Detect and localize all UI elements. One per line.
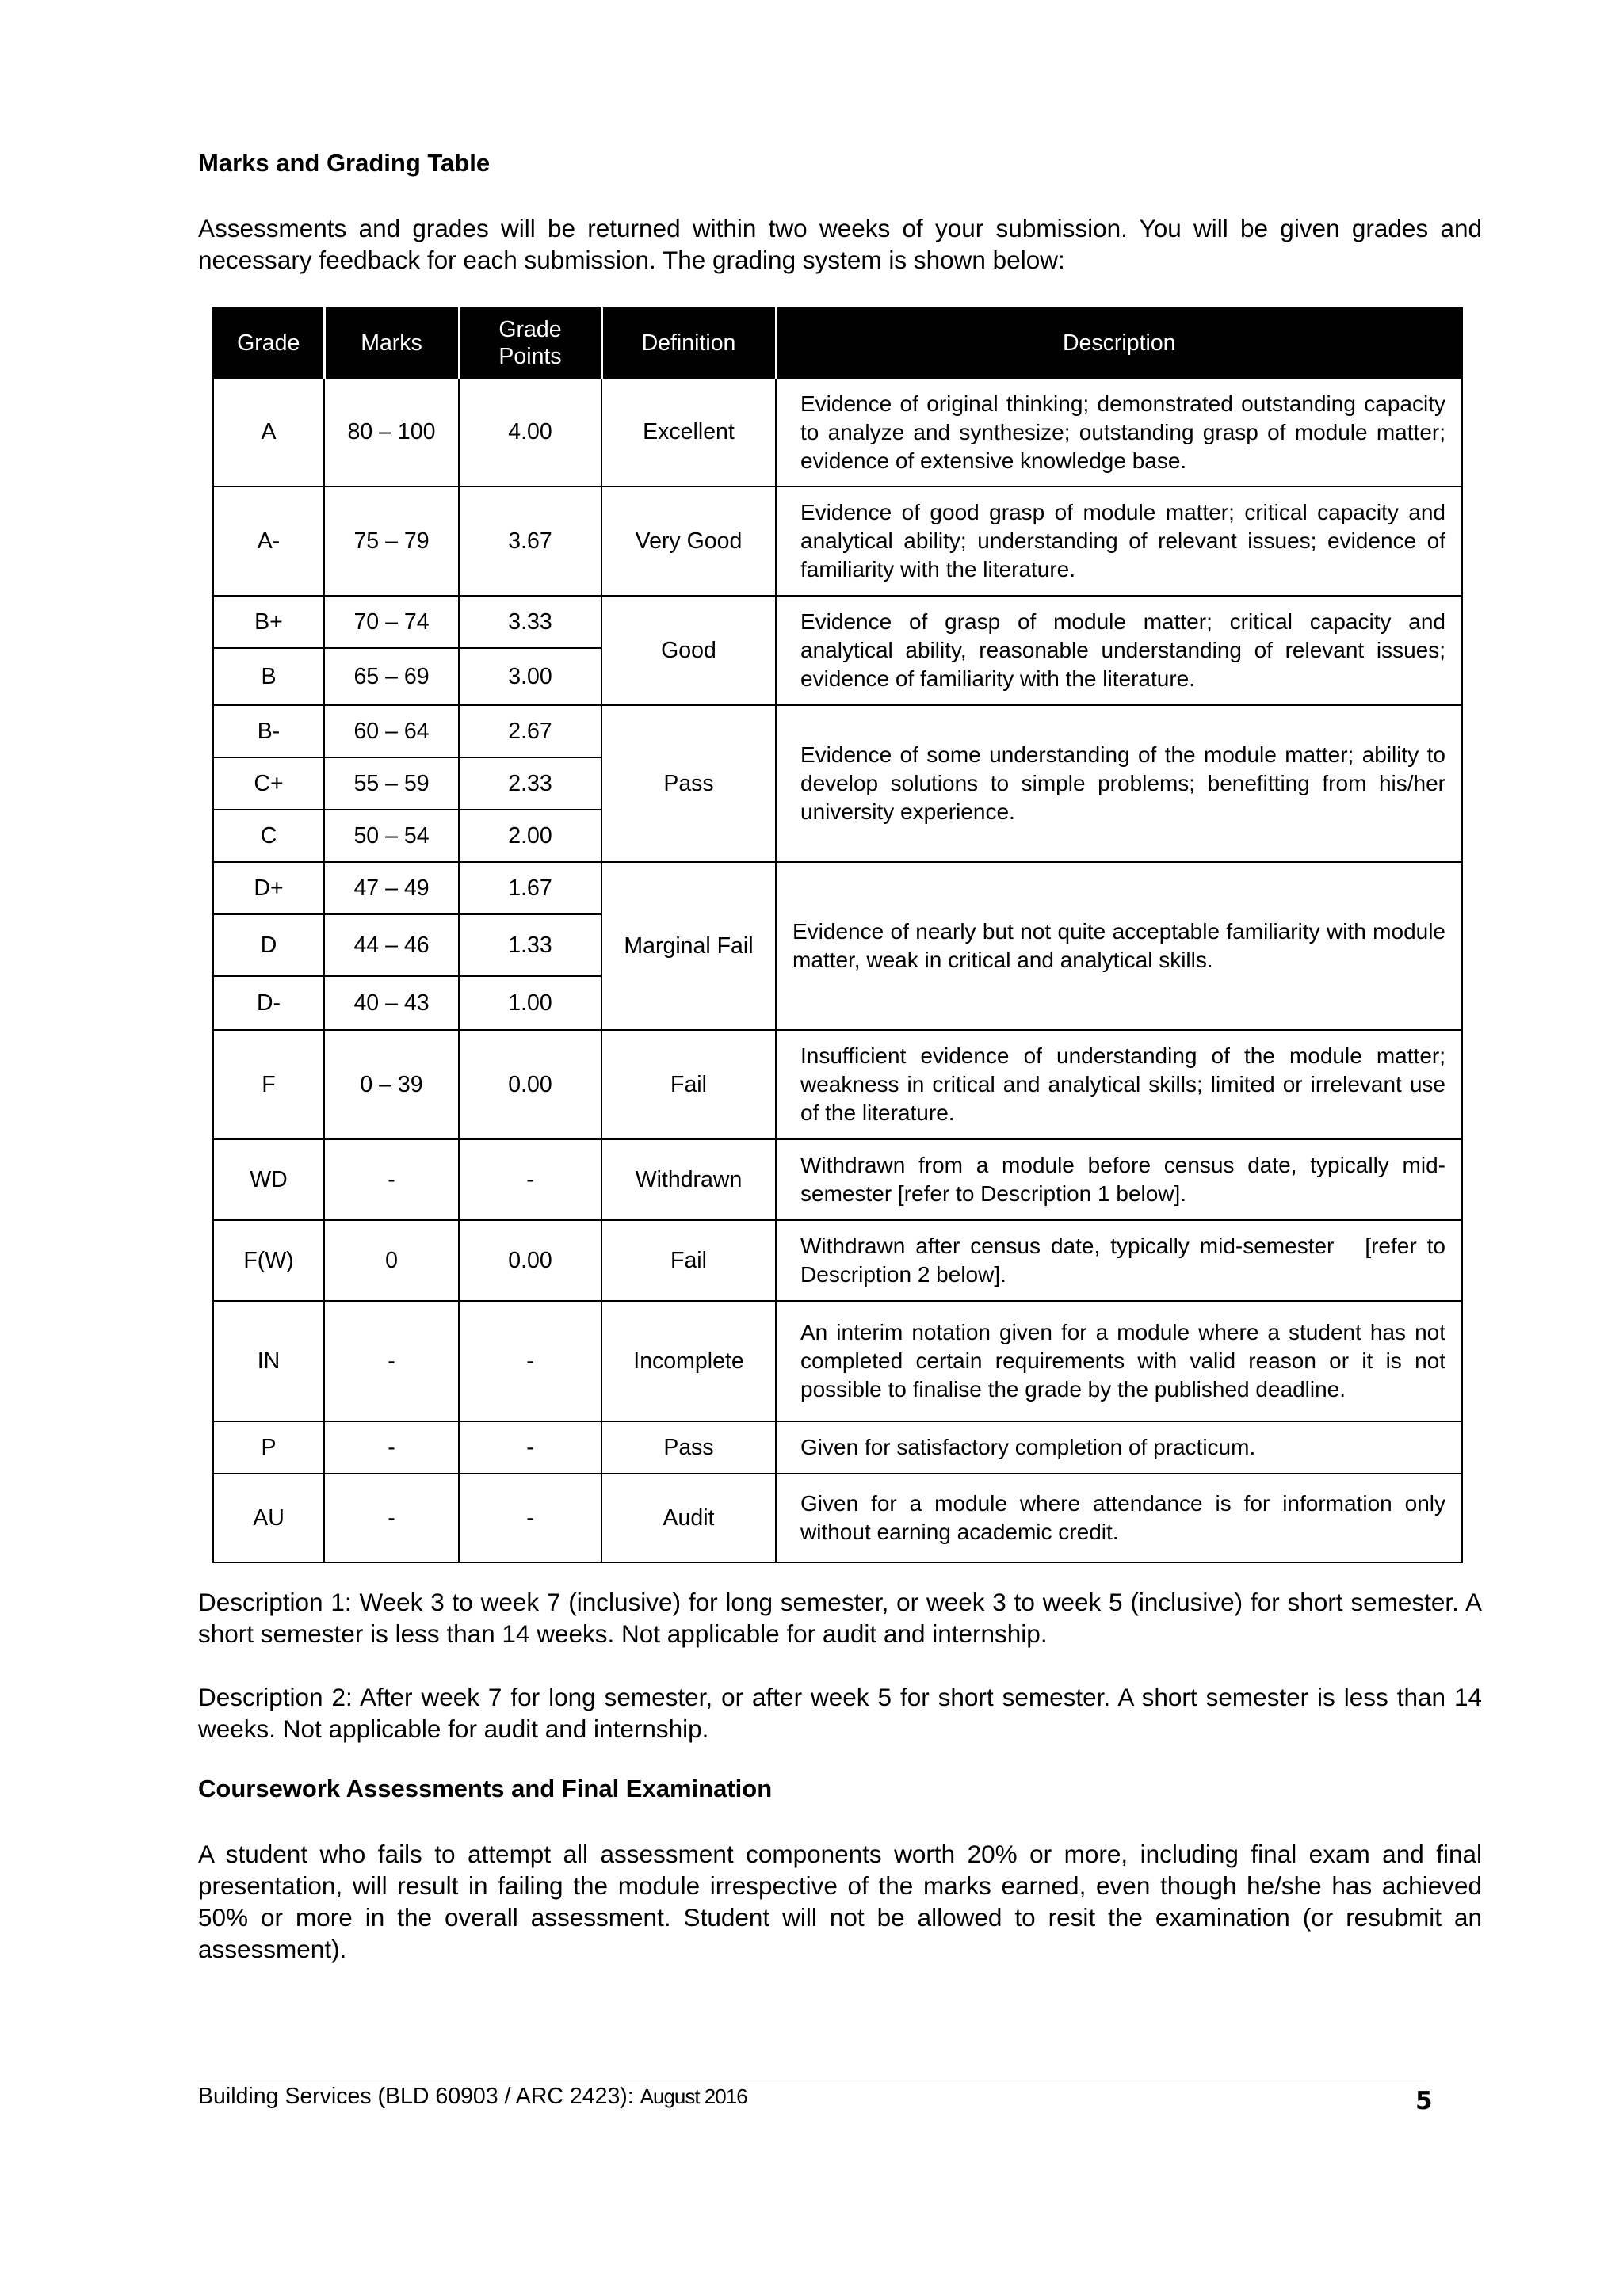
marks-cell: 80 – 100 <box>324 378 459 486</box>
footer-course: Building Services (BLD 60903 / ARC 2423): <box>198 2084 634 2109</box>
grade-cell: B- <box>213 705 324 757</box>
table-row <box>213 378 1462 486</box>
footer-date: August 2016 <box>640 2084 747 2108</box>
table-row <box>213 1139 1462 1220</box>
table-row <box>213 705 1462 757</box>
intro-paragraph: Assessments and grades will be returned within two weeks of your submission. You will be given grades and necessary feedback for each submission. The grading system is shown below: <box>198 214 1482 274</box>
table-row <box>213 1421 1462 1474</box>
marks-cell: - <box>324 1474 459 1562</box>
description-2-paragraph: Description 2: After week 7 for long semester, or after week 5 for short semester. A short semester is less than 14 weeks. Not applicable for audit and internship. <box>198 1683 1482 1743</box>
points-cell: - <box>459 1301 601 1421</box>
section-heading-coursework: Coursework Assessments and Final Examination <box>198 1775 773 1802</box>
table-header-row <box>213 308 1462 378</box>
points-cell: - <box>459 1139 601 1220</box>
header-definition: Definition <box>601 308 776 378</box>
description-cell: Evidence of grasp of module matter; critical capacity and analytical ability, reasonable understanding of relevant issues; evidence of familiarity with the literature. <box>776 596 1462 705</box>
section-heading-marks: Marks and Grading Table <box>198 149 491 177</box>
points-cell: 1.00 <box>459 976 601 1030</box>
description-cell: Given for satisfactory completion of practicum. <box>776 1421 1462 1474</box>
marks-cell: 40 – 43 <box>324 976 459 1030</box>
definition-cell: Audit <box>601 1474 776 1562</box>
marks-cell: 0 – 39 <box>324 1030 459 1139</box>
grade-cell: IN <box>213 1301 324 1421</box>
coursework-paragraph: A student who fails to attempt all assessment components worth 20% or more, including final exam and final presentation, will result in failing the module irrespective of the marks earned, even though he/she has achieved 50% or more in the overall assessment. Student will not be allowed to resit the examination (or resubmit an assessment). <box>198 1840 1482 1963</box>
grade-cell: F(W) <box>213 1220 324 1301</box>
marks-cell: 47 – 49 <box>324 862 459 914</box>
points-cell: 3.67 <box>459 486 601 596</box>
description-1-paragraph: Description 1: Week 3 to week 7 (inclusive) for long semester, or week 3 to week 5 (inclusive) for short semester. A short semester is less than 14 weeks. Not applicable for audit and internship. <box>198 1588 1482 1648</box>
definition-cell: Fail <box>601 1220 776 1301</box>
grade-cell: A <box>213 378 324 486</box>
table-row <box>213 1030 1462 1139</box>
points-cell: 2.00 <box>459 810 601 862</box>
header-grade-points: Grade Points <box>459 308 601 378</box>
marks-cell: 65 – 69 <box>324 648 459 705</box>
grade-cell: WD <box>213 1139 324 1220</box>
points-cell: 2.67 <box>459 705 601 757</box>
grade-cell: D <box>213 914 324 976</box>
grade-cell: D+ <box>213 862 324 914</box>
table-row <box>213 1301 1462 1421</box>
grade-cell: A- <box>213 486 324 596</box>
points-cell: 3.00 <box>459 648 601 705</box>
header-description: Description <box>776 308 1462 378</box>
grade-cell: B <box>213 648 324 705</box>
grade-cell: P <box>213 1421 324 1474</box>
header-grade: Grade <box>213 308 324 378</box>
marks-cell: 50 – 54 <box>324 810 459 862</box>
table-row <box>213 1474 1462 1562</box>
description-cell: Evidence of good grasp of module matter; critical capacity and analytical ability; understanding of relevant issues; evidence of familiarity with the literature. <box>776 486 1462 596</box>
marks-cell: - <box>324 1301 459 1421</box>
points-cell: 1.67 <box>459 862 601 914</box>
points-cell: - <box>459 1421 601 1474</box>
grade-cell: F <box>213 1030 324 1139</box>
table-row <box>213 596 1462 648</box>
table-row <box>213 1220 1462 1301</box>
definition-cell: Withdrawn <box>601 1139 776 1220</box>
grade-cell: D- <box>213 976 324 1030</box>
marks-cell: 0 <box>324 1220 459 1301</box>
definition-cell: Fail <box>601 1030 776 1139</box>
marks-cell: - <box>324 1139 459 1220</box>
description-cell: Evidence of original thinking; demonstrated outstanding capacity to analyze and synthesize; outstanding grasp of module matter; evidence of extensive knowledge base. <box>776 378 1462 486</box>
grading-table <box>212 307 1463 1563</box>
table-row <box>213 486 1462 596</box>
marks-cell: 60 – 64 <box>324 705 459 757</box>
points-cell: - <box>459 1474 601 1562</box>
marks-cell: 75 – 79 <box>324 486 459 596</box>
marks-cell: - <box>324 1421 459 1474</box>
grade-cell: B+ <box>213 596 324 648</box>
footer-course-info <box>198 2084 747 2110</box>
points-cell: 4.00 <box>459 378 601 486</box>
page-number: 5 <box>1415 2087 1433 2115</box>
definition-cell: Incomplete <box>601 1301 776 1421</box>
points-cell: 3.33 <box>459 596 601 648</box>
definition-cell: Pass <box>601 705 776 862</box>
header-marks: Marks <box>324 308 459 378</box>
definition-cell: Pass <box>601 1421 776 1474</box>
description-cell: An interim notation given for a module where a student has not completed certain requirements with valid reason or it is not possible to finalise the grade by the published deadline. <box>776 1301 1462 1421</box>
description-cell: Withdrawn from a module before census date, typically mid-semester [refer to Description 1 below]. <box>776 1139 1462 1220</box>
grade-cell: AU <box>213 1474 324 1562</box>
description-cell: Evidence of some understanding of the module matter; ability to develop solutions to simple problems; benefitting from his/her university experience. <box>776 705 1462 862</box>
marks-cell: 55 – 59 <box>324 757 459 810</box>
points-cell: 0.00 <box>459 1220 601 1301</box>
definition-cell: Good <box>601 596 776 705</box>
description-cell: Insufficient evidence of understanding of the module matter; weakness in critical and analytical skills; limited or irrelevant use of the literature. <box>776 1030 1462 1139</box>
grade-cell: C <box>213 810 324 862</box>
definition-cell: Excellent <box>601 378 776 486</box>
points-cell: 0.00 <box>459 1030 601 1139</box>
points-cell: 1.33 <box>459 914 601 976</box>
description-cell: Evidence of nearly but not quite acceptable familiarity with module matter, weak in critical and analytical skills. <box>776 862 1462 1030</box>
marks-cell: 70 – 74 <box>324 596 459 648</box>
description-cell: Withdrawn after census date, typically mid-semester [refer to Description 2 below]. <box>776 1220 1462 1301</box>
table-row <box>213 862 1462 914</box>
definition-cell: Marginal Fail <box>601 862 776 1030</box>
marks-cell: 44 – 46 <box>324 914 459 976</box>
description-cell: Given for a module where attendance is for information only without earning academic credit. <box>776 1474 1462 1562</box>
definition-cell: Very Good <box>601 486 776 596</box>
points-cell: 2.33 <box>459 757 601 810</box>
grade-cell: C+ <box>213 757 324 810</box>
